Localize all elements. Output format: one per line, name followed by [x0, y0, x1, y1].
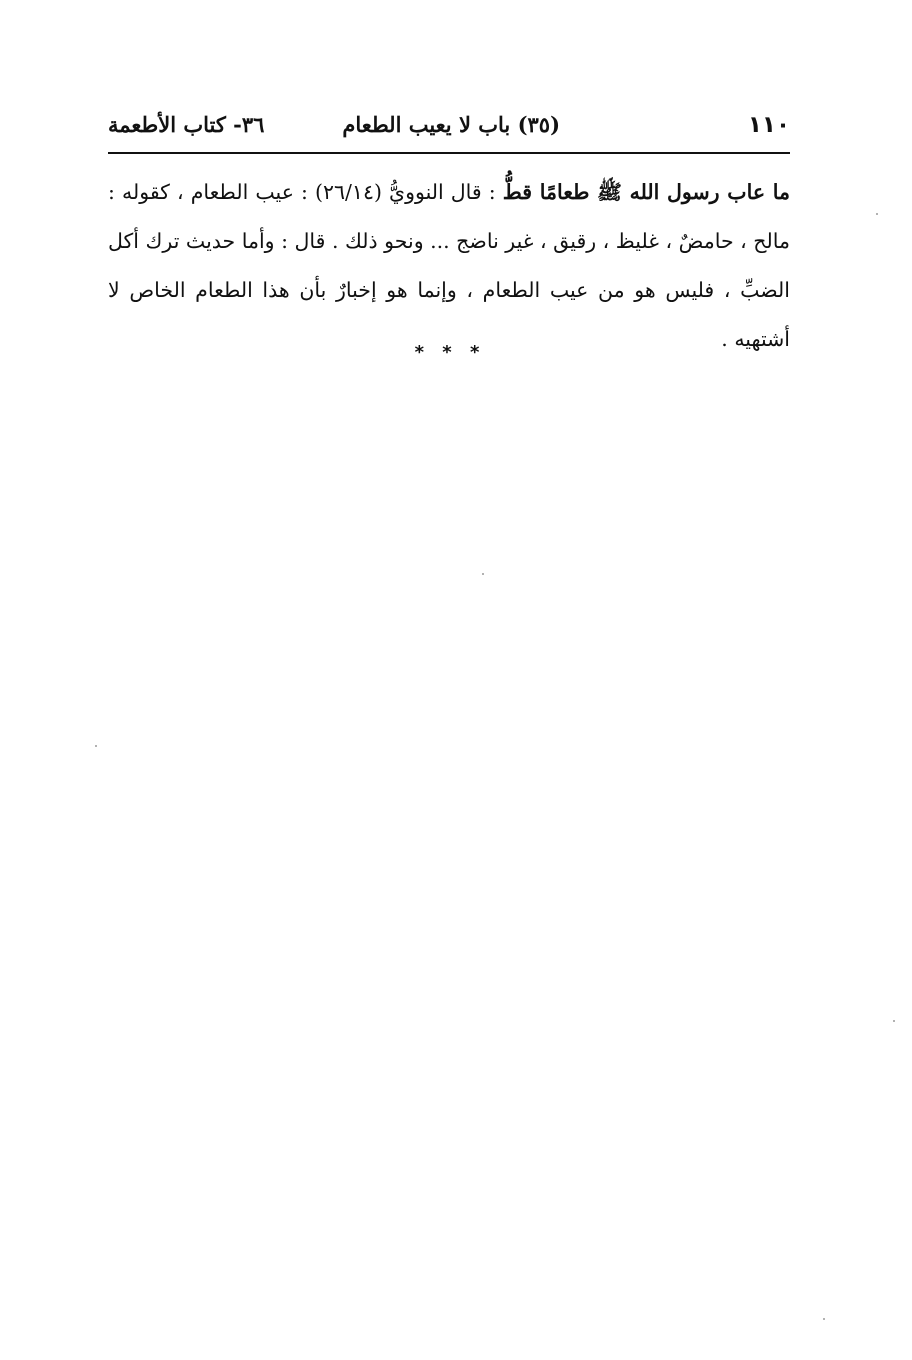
scan-speck	[95, 745, 97, 747]
scan-speck	[823, 1318, 825, 1320]
section-separator: * * *	[414, 342, 486, 363]
scan-speck	[893, 1020, 895, 1022]
chapter-title: (٣٥) باب لا يعيب الطعام	[342, 112, 560, 137]
book-title: ٣٦- كتاب الأطعمة	[108, 112, 265, 137]
header-rule	[108, 152, 790, 154]
scan-speck	[482, 573, 484, 575]
scan-speck	[876, 213, 878, 215]
running-header	[108, 110, 790, 150]
hadith-text: ما عاب رسول الله ﷺ طعامًا قطُّ	[502, 180, 790, 204]
commentary-text: : قال النوويُّ (٢٦/١٤) : عيب الطعام ، كقوله : مالح ، حامضٌ ، غليظ ، رقيق ، غير ناضج ... ونحو ذلك . قال : وأما حديث ترك أكل الضبِّ ، فليس هو من عيب الطعام ، وإنما هو إخبارٌ بأن هذا الطعام الخاص لا أشتهيه .	[108, 180, 790, 351]
page-number: ١١٠	[747, 112, 790, 138]
commentary-paragraph	[108, 168, 790, 364]
